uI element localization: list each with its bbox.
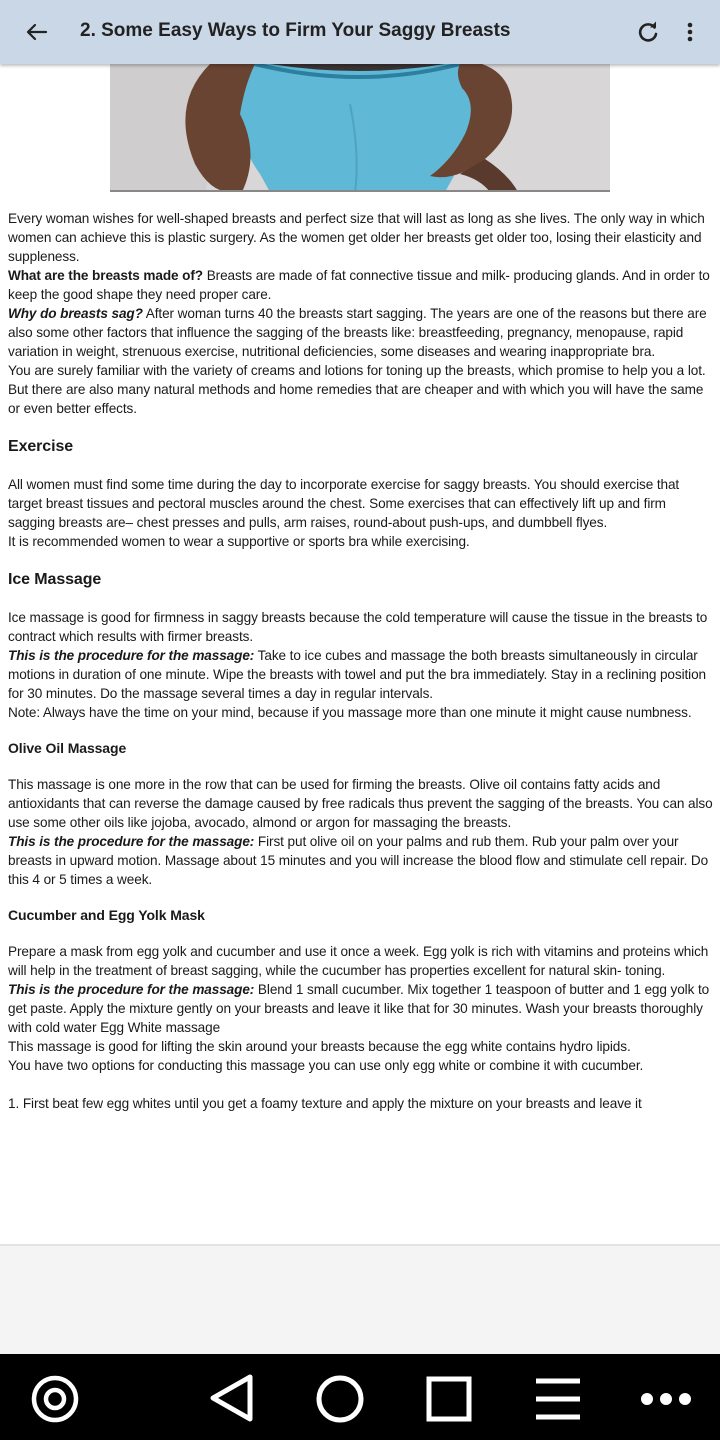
article-hero-image [110,64,610,192]
section-heading-olive-oil: Olive Oil Massage [8,740,127,756]
section-heading-cucumber-mask: Cucumber and Egg Yolk Mask [8,907,205,923]
exercise-paragraph: It is recommended women to wear a supportive or sports bra while exercising. [8,534,470,549]
cucumber-step: 1. First beat few egg whites until you get a foamy texture and apply the mixture on your breasts and leave it [8,1096,642,1111]
back-triangle-icon[interactable] [203,1371,259,1427]
home-circle-icon[interactable] [312,1371,368,1427]
ice-procedure [8,646,714,703]
page-title: 2. Some Easy Ways to Firm Your Saggy Breasts [80,20,511,41]
article-webview[interactable] [0,64,720,1246]
refresh-icon[interactable] [634,18,662,46]
article-body [8,209,714,1113]
assistant-icon[interactable] [27,1371,83,1427]
menu-lines-icon[interactable] [530,1371,586,1427]
procedure-text: First put olive oil on your palms and rub them. Rub your palm over your breasts in upward motion. Massage about 15 minutes and you will increase the blood flow and stimulate cell repair. Do this 4 or 5 times a week. [8,834,709,887]
question-lead: What are the breasts made of? [8,268,204,283]
question-lead: Why do breasts sag? [8,306,143,321]
procedure-lead: This is the procedure for the massage: [8,648,255,663]
procedure-text: Take to ice cubes and massage the both breasts simultaneously in circular motions in duration of one minute. Wipe the breasts with towel and put the bra immediately. Stay in a reclining position for 30 minutes. Do the massage several times a day in regular intervals. [8,648,707,701]
more-vert-icon[interactable] [678,18,702,46]
procedure-text: Blend 1 small cucumber. Mix together 1 teaspoon of butter and 1 egg yolk to get paste. Apply the mixture gently on your breasts and leave it like that for 30 minutes. Wash your breasts thoroughly with cold water Egg White massage [8,982,710,1035]
recents-square-icon[interactable] [421,1371,477,1427]
question-answer: Breasts are made of fat connective tissue and milk- producing glands. And in order to keep the good shape they need proper care. [8,268,710,302]
intro-paragraph-2: You are surely familiar with the variety of creams and lotions for toning up the breasts, which promise to help you a lot. But there are also many natural methods and home remedies that are cheaper and with which you will have the same or even better effects. [8,363,706,416]
intro-paragraph: Every woman wishes for well-shaped breasts and perfect size that will last as long as she lives. The only way in which women can achieve this is plastic surgery. As the women get older her breasts get older too, losing their elasticity and suppleness. [8,211,705,264]
procedure-lead: This is the procedure for the massage: [8,834,255,849]
system-navigation-bar [0,1354,720,1440]
olive-procedure [8,832,714,889]
cucumber-paragraph: This massage is good for lifting the skin around your breasts because the egg white contains hydro lipids. [8,1039,631,1054]
question-paragraph [8,304,714,361]
olive-paragraph: This massage is one more in the row that can be used for firming the breasts. Olive oil contains fatty acids and antioxidants that can reverse the damage caused by free radicals thus prevent the sagging of the breasts. You can also use some other oils like jojoba, avocado, almond or argon for massaging the breasts. [8,777,713,830]
ice-note: Note: Always have the time on your mind, because if you massage more than one minute it might cause numbness. [8,705,692,720]
question-answer: After woman turns 40 the breasts start sagging. The years are one of the reasons but there are also some other factors that influence the sagging of the breasts like: breastfeeding, pregnancy, menopause, rapid variation in weight, strenuous exercise, nutritional deficiencies, some diseases and wearing inappropriate bra. [8,306,707,359]
empty-area [0,1246,720,1354]
cucumber-paragraph: Prepare a mask from egg yolk and cucumber and use it once a week. Egg yolk is rich with vitamins and proteins which will help in the treatment of breast sagging, while the cucumber has properties excellent for natural skin- toning. [8,944,709,978]
section-heading-ice-massage: Ice Massage [8,571,102,588]
arrow-back-icon[interactable] [20,16,52,48]
question-paragraph [8,266,714,304]
app-bar [0,0,720,64]
cucumber-paragraph: You have two options for conducting this massage you can use only egg white or combine it with cucumber. [8,1058,644,1073]
section-heading-exercise: Exercise [8,438,74,455]
procedure-lead: This is the procedure for the massage: [8,982,255,997]
cucumber-procedure [8,980,714,1037]
ice-paragraph: Ice massage is good for firmness in saggy breasts because the cold temperature will cause the tissue in the breasts to contract which results with firmer breasts. [8,610,708,644]
exercise-paragraph: All women must find some time during the day to incorporate exercise for saggy breasts. You should exercise that target breast tissues and pectoral muscles around the chest. Some exercises that can effectively lift up and firm sagging breasts are– chest presses and pulls, arm raises, round-about push-ups, and dumbbell flyes. [8,477,680,530]
more-dots-icon[interactable] [638,1371,694,1427]
